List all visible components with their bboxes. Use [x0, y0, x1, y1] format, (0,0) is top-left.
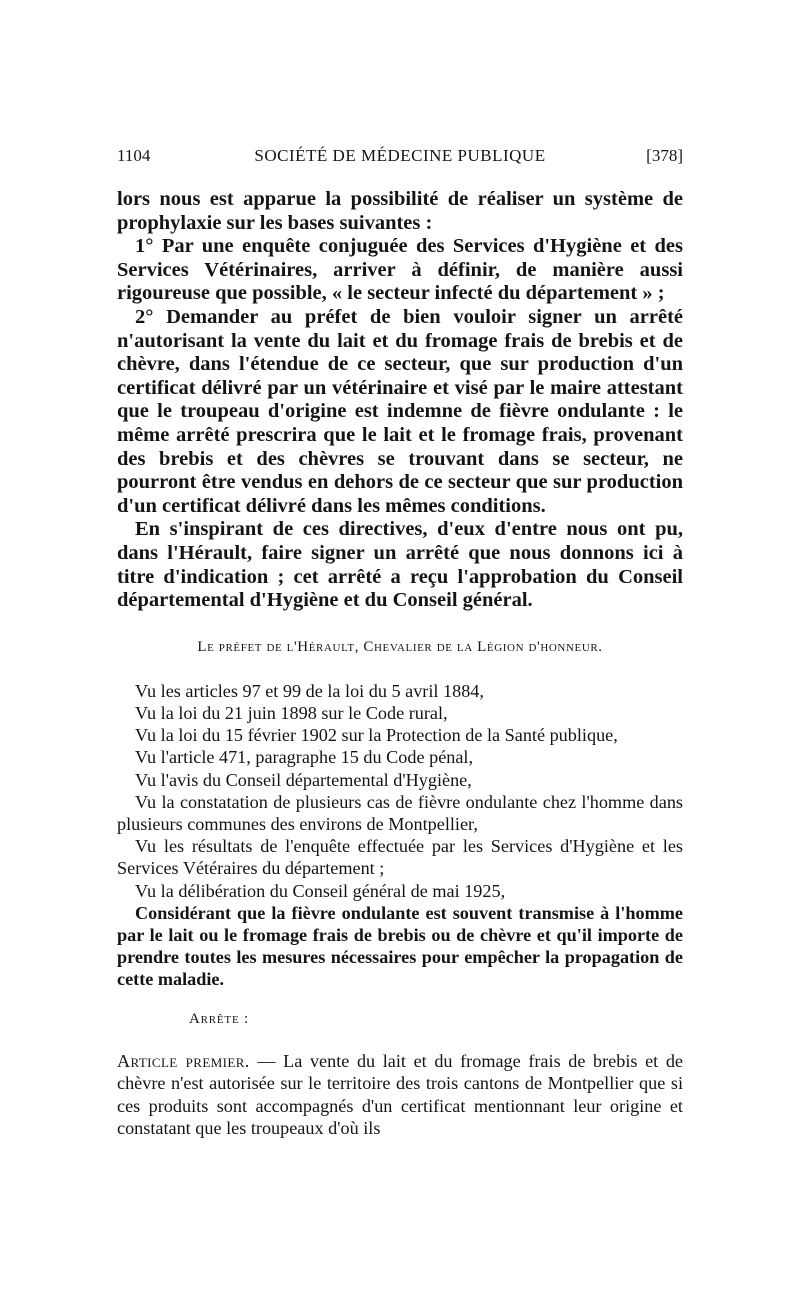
decree-line: Vu l'article 471, paragraphe 15 du Code pénal,: [135, 747, 474, 768]
running-title: SOCIÉTÉ DE MÉDECINE PUBLIQUE: [254, 146, 546, 165]
intro-paragraph: 2° Demander au préfet de bien vouloir signer un arrêté n'autorisant la vente du lait et du fromage frais de brebis et de chèvre, dans l'étendue de ce secteur, que sur production d'un certificat délivré par un vétérinaire et visé par le maire attestant que le troupeau d'origine est indemne de fièvre ondulante : le même arrêté prescrira que le lait et le fromage frais, provenant des brebis et des chèvres se trouvant dans se secteur, ne pourront être vendus en dehors de ce secteur que sur production d'un certificat délivré dans les mêmes conditions.: [117, 305, 683, 517]
page-reference: [378]: [646, 146, 683, 165]
arrete-label: Arrête :: [189, 1010, 249, 1027]
intro-paragraph: lors nous est apparue la possibilité de réaliser un système de prophylaxie sur les bases suivantes :: [117, 188, 683, 234]
decree-considerations: [117, 680, 683, 991]
article-first: [117, 1050, 683, 1140]
decree-line: Vu l'avis du Conseil départemental d'Hygiène,: [135, 769, 472, 790]
intro-paragraph: 1° Par une enquête conjuguée des Services d'Hygiène et des Services Vétérinaires, arriver à définir, de manière aussi rigoureuse que possible, « le secteur infecté du département » ;: [117, 235, 683, 305]
intro-paragraph: En s'inspirant de ces directives, d'eux d'entre nous ont pu, dans l'Hérault, faire signer un arrêté que nous donnons ici à titre d'indication ; cet arrêté a reçu l'approbation du Conseil départemental d'Hygiène et du Conseil général.: [117, 518, 683, 612]
page-number: 1104: [117, 146, 151, 165]
decree-heading: Le préfet de l'Hérault, Chevalier de la Légion d'honneur.: [197, 638, 603, 655]
intro-section: [117, 188, 683, 613]
decree-line: Vu les résultats de l'enquête effectuée par les Services d'Hygiène et les Services Vétéraires du département ;: [117, 836, 683, 879]
running-header: [117, 146, 683, 176]
book-page: [117, 146, 683, 1140]
decree-line: Vu la constatation de plusieurs cas de fièvre ondulante chez l'homme dans plusieurs communes des environs de Montpellier,: [117, 791, 683, 834]
decree-line: Vu la loi du 15 février 1902 sur la Protection de la Santé publique,: [135, 725, 618, 746]
decree-line: Considérant que la fièvre ondulante est souvent transmise à l'homme par le lait ou le fromage frais de brebis ou de chèvre et qu'il importe de prendre toutes les mesures nécessaires pour empêcher la propagation de cette maladie.: [117, 902, 683, 990]
article-lead: Article premier.: [117, 1050, 250, 1071]
decree-line: Vu les articles 97 et 99 de la loi du 5 avril 1884,: [135, 680, 484, 701]
decree-line: Vu la délibération du Conseil général de mai 1925,: [135, 880, 506, 901]
article-text: — La vente du lait et du fromage frais de brebis et de chèvre n'est autorisée sur le territoire des trois cantons de Montpellier que si ces produits sont accompagnés d'un certificat mentionnant leur origine et constatant que les troupeaux d'où ils: [117, 1050, 683, 1139]
decree-line: Vu la loi du 21 juin 1898 sur le Code rural,: [135, 702, 448, 723]
